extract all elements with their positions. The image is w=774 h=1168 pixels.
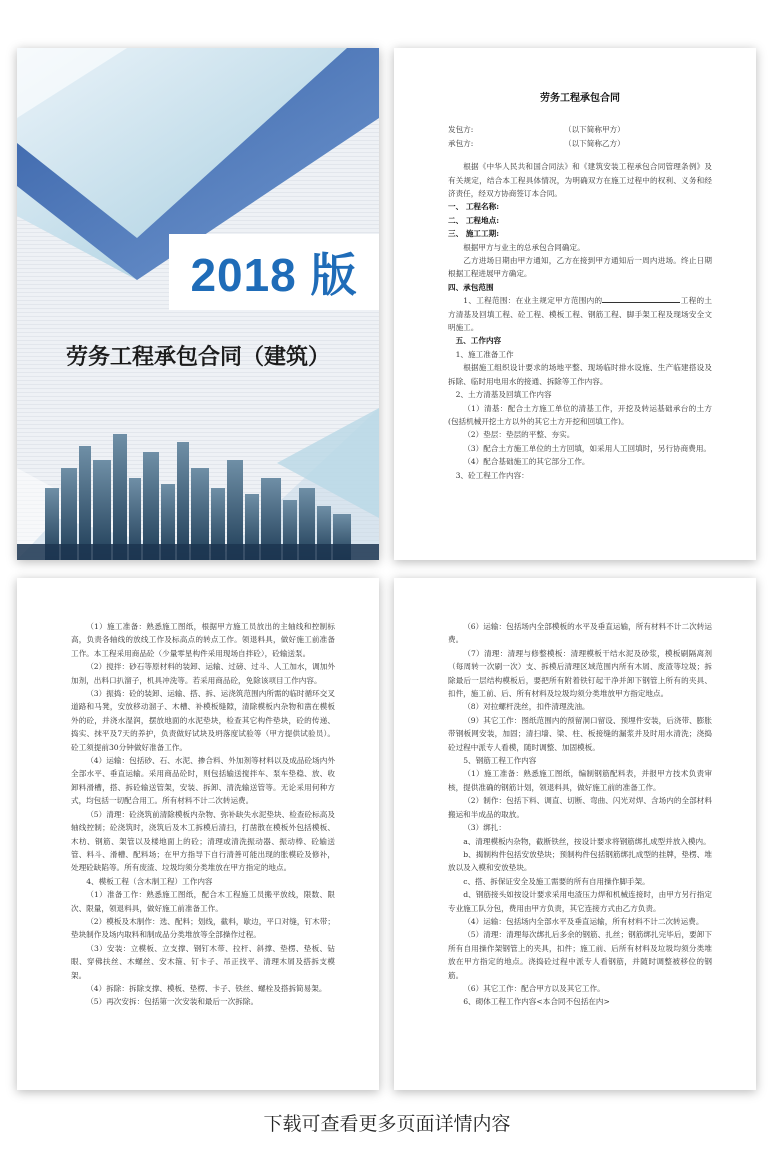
page3-paragraph: a、清理模板内杂物，截断铁丝，按设计要求将钢筋绑扎成型并放入模内。 (463, 836, 711, 846)
page3-paragraph: （4）运输：包括场内全部水平及垂直运输，所有材料不计二次转运费。 (463, 916, 704, 926)
prep-text: 根据施工组织设计要求的场地平整、现场临时排水设施、生产临建搭设及拆除、临时用电用水的接通、拆除等工作内容。 (448, 363, 712, 386)
page2-paragraph: （2）模板及木制作：选、配料；划线，截料，歇边，平口对缝，钉木带；垫块制作及场内取料和制成品分类堆放等全部操作过程。 (71, 916, 335, 940)
document-page-1 (394, 48, 756, 560)
page2-paragraph: （4）拆除：拆除支撑、模板、垫楞、卡子、铁丝、螺栓及搭拆简易架。 (86, 983, 327, 993)
page3-paragraph: c、搭、拆保证安全及施工需要的所有自用操作脚手架。 (463, 876, 650, 886)
page2-paragraph: 4、模板工程（含木制工程）工作内容 (86, 876, 213, 886)
page-2-text (71, 620, 335, 1009)
page-3-text (448, 620, 712, 1009)
scope-text-post: 工程的土方清基及回填工程、砼工程、模板工程、钢筋工程、脚手架工程及现场安全文明施工。 (448, 296, 712, 333)
year-label: 2018 版 (190, 249, 358, 301)
year-label-box (169, 234, 379, 310)
page2-paragraph: （4）运输：包括砂、石、水泥、掺合料、外加剂等材料以及成品砼场内外全部水平、垂直运输。采用商品砼时，则包括输送搅拌车、泵车垫稳、放、收卸料滑槽，搭、拆砼输送管架，安装、拆卸、清洗输送管等。无论采用何种方式，均包括一切配合用工。所有材料不计二次转运费。 (71, 756, 335, 806)
page3-paragraph: 5、钢筋工程工作内容 (463, 756, 537, 766)
page3-paragraph: （8）对拉螺杆洗丝，扣件清理洗油。 (463, 702, 590, 712)
page2-paragraph: （5）清理：砼浇筑前清除模板内杂物、弥补缺失水泥垫块、检查砼标高及轴线控制；砼浇筑时，浇筑后及木工拆模后清扫，打凿散在模板外包括模板、木枋、钢筋、架管以及楼地面上的砼；清理或清洗振动器、振动棒、砼输送管、料斗、滑槽、配料场；在甲方指导下自行清善可能出现的胀模砼及修补，处理砼缺陷等。所有废渣、垃圾均须分类堆放在甲方指定的地点。 (71, 809, 335, 873)
section-scope: 四、承包范围 (448, 282, 494, 292)
section-project-location: 二、 工程地点: (448, 215, 500, 225)
page2-paragraph: （1）施工准备：熟悉施工图纸，根据甲方施工员放出的主轴线和控制标高，负责各轴线的放线工作及标高点的转点工作。领退料具，做好施工前准备工作。本工程采用商品砼（少量零星构件采用现场自拌砼），砼输送泵。 (71, 622, 335, 658)
document-page-3 (394, 578, 756, 1090)
page3-paragraph: （6）其它工作：配合甲方以及其它工作。 (463, 983, 605, 993)
page2-paragraph: （3）振捣：砼的装卸、运输、搭、拆、运浇筑范围内所需的临时循环交叉道路和马凳，安放移动溜子、木槽、补模板缝隙，清除模板内杂物和凿在模板外的砼，并浇水湿润，摆放地面的水泥垫块，检查其它构件垫块，砼的传递、捣实、抹平及7天的养护，负责做好试块及坍落度试验等（甲方提供试验员）。砼工须提前30分钟做好准备工作。 (71, 689, 335, 752)
page2-paragraph: （3）安装：立模板、立支撑、钢钉木带、拉杆、斜撑、垫楞、垫板、钻眼、穿佛扶丝、木螺丝、安木箍、钉卡子、吊正找平、清理木屑及搭拆支模架。 (71, 943, 335, 980)
page3-paragraph: （3）绑扎： (463, 823, 506, 833)
earthwork-item-3: （3）配合土方施工单位的土方回填，如采用人工回填时，另行协商费用。 (463, 443, 712, 453)
page3-paragraph: （7）清理：清理与修整模板：清理模板干结水泥及砂浆，模板刷隔离剂（每周转一次刷一次）支、拆模后清理区域范围内所有木屑、废渣等垃圾；拆除最后一层结构模板后，要把所有附着铁钉起干净并卸下钢管上所有的夹具、扣件，施工前、后、所有材料及垃圾均须分类堆放甲方指定地点。 (448, 648, 712, 699)
section-project-name: 一、 工程名称: (448, 202, 500, 212)
page2-paragraph: （1）准备工作：熟悉施工图纸，配合木工程施工员搬平放线，限数、限次、限量，领退料具，做好施工前准备工作。 (71, 890, 335, 913)
prep-heading: 1、施工准备工作 (455, 349, 514, 359)
contractor-label: 承包方: (448, 138, 474, 148)
page3-paragraph: （5）清理：清理每次绑扎后多余的钢筋、扎丝；钢筋绑扎完毕后，要卸下所有自用操作架钢管上的夹具，扣件；施工前、后所有材料及垃圾均须分类堆放在甲方指定的地点。浇捣砼过程中派专人看钢筋，并随时调整被移位的钢筋。 (448, 930, 712, 980)
document-title: 劳务工程承包合同 (540, 93, 620, 104)
page2-paragraph: （5）再次安拆：包括第一次安装和最后一次拆除。 (86, 997, 259, 1007)
employer-note: （以下简称甲方） (564, 125, 625, 135)
page3-paragraph: （9）其它工作：图纸范围内的预留洞口留设、预埋件安装，后浇带、膨胀带钢板网安装，加固；清扫墙、梁、柱、板接缝的漏浆并及时用水清洗；浇捣砼过程中派专人看模，随时调整、加固模板。 (448, 715, 712, 752)
employer-line (448, 123, 712, 136)
page2-paragraph: （2）搅拌：砂石等原材料的装卸、运输、过磅、过斗、人工加水，调加外加剂，出料口扒溜子，机具冲洗等。若采用商品砼，免除该项目工作内容。 (71, 662, 335, 685)
concrete-heading: 3、砼工程工作内容： (455, 470, 529, 480)
page-1-text (448, 92, 712, 482)
earthwork-item-4: （4）配合基础施工的其它部分工作。 (463, 457, 590, 467)
download-more-link[interactable]: 下载可查看更多页面详情内容 (263, 1113, 511, 1135)
section-construction-period: 三、 施工工期: (448, 229, 500, 239)
intro-paragraph: 根据《中华人民共和国合同法》和《建筑安装工程承包合同管理条例》及有关规定，结合本工程具体情况，为明确双方在施工过程中的权利、义务和经济责任，经双方协商签订本合同。 (448, 162, 712, 198)
page3-paragraph: 6、砌体工程工作内容<本合同不包括在内> (463, 997, 610, 1007)
cover-ground-strip (17, 544, 379, 560)
page3-paragraph: （2）制作：包括下料、调直、切断、弯曲、闪光对焊、含场内的全部材料搬运和半成品的取放。 (448, 796, 712, 819)
period-text-2: 乙方进场日期由甲方通知，乙方在接到甲方通知后一周内进场。终止日期根据工程进展甲方确定。 (448, 256, 712, 279)
employer-label: 发包方: (448, 125, 474, 135)
page3-paragraph: d、钢筋接头如按设计要求采用电渣压力焊和机械连接时，由甲方另行指定专业施工队分包，费用由甲方负责，其它连接方式由乙方负责。 (448, 890, 712, 913)
cover-page (17, 48, 379, 560)
earthwork-item-1: （1）清基：配合土方施工单位的清基工作，开挖及转运基础承台的土方(包括机械开挖土方以外的其它土方开挖和回填工作)。 (448, 403, 712, 426)
page3-paragraph: b、揭制构件包括安放垫块；预制构件包括钢筋绑扎成型的挂牌，垫楞、堆放以及入模和安放垫块。 (448, 849, 712, 873)
earthwork-item-2: （2）垫层：垫层的平整、夯实。 (463, 430, 575, 440)
scope-blank-underline (602, 295, 680, 303)
page3-paragraph: （1）施工准备：熟悉施工图纸，编制钢筋配料表，并报甲方技术负责审核，提供准确的钢筋计划，领退料具，做好施工前的准备工作。 (448, 769, 712, 792)
page3-paragraph: （6）运输：包括场内全部模板的水平及垂直运输，所有材料不计二次转运费。 (448, 622, 712, 645)
contractor-line (448, 137, 712, 150)
scope-text-pre: 1、工程范围：在业主规定甲方范围内的 (463, 296, 603, 306)
document-page-2 (17, 578, 379, 1090)
earthwork-heading: 2、土方清基及回填工作内容 (455, 390, 552, 400)
scope-paragraph (448, 294, 712, 334)
cover-title: 劳务工程承包合同（建筑） (65, 345, 330, 370)
period-text-1: 根据甲方与业主的总承包合同确定。 (463, 242, 585, 252)
section-work-content: 五、工作内容 (455, 336, 502, 346)
contractor-note: （以下简称乙方） (564, 138, 625, 148)
